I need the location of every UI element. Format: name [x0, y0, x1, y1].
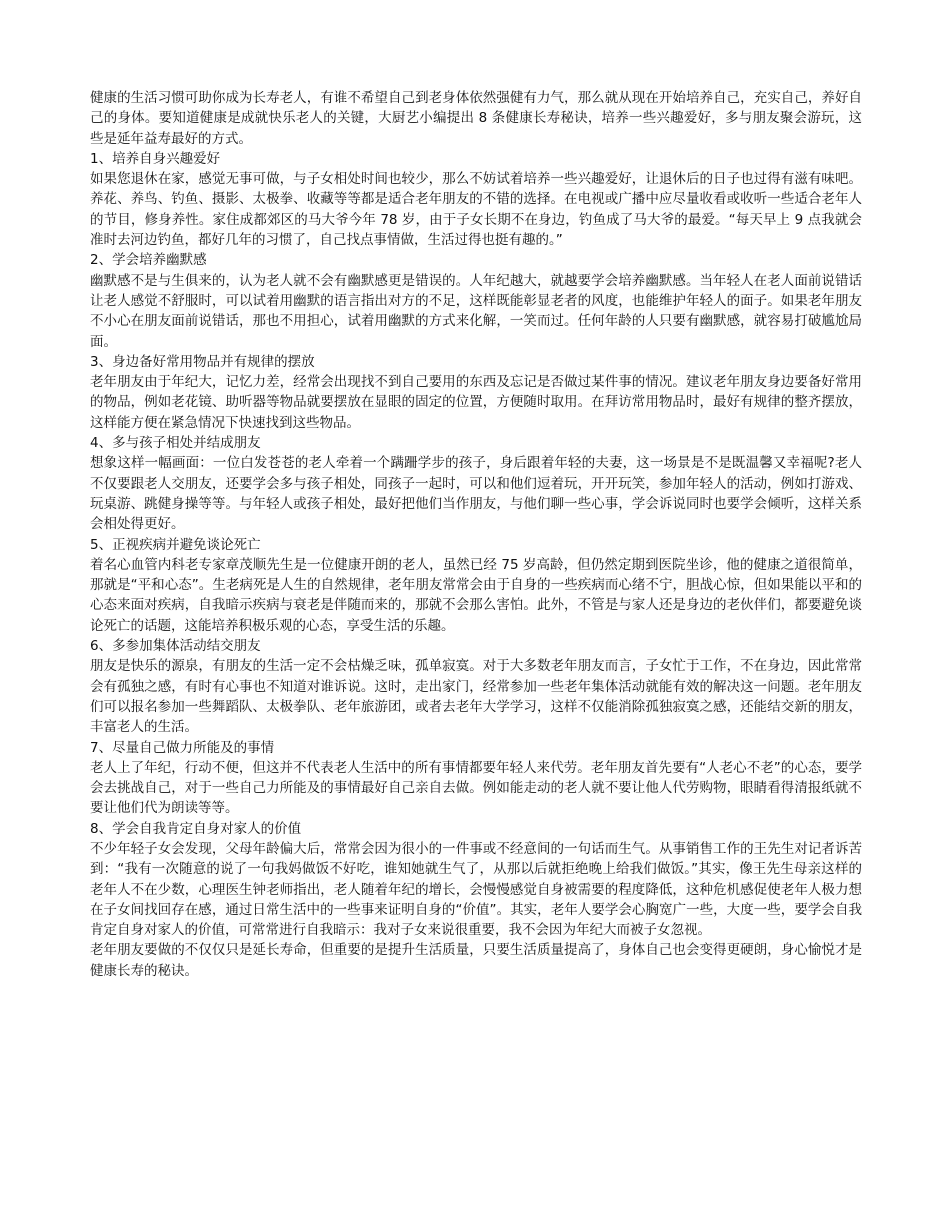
section-5-body: 着名心血管内科老专家章茂顺先生是一位健康开朗的老人，虽然已经 75 岁高龄，但仍然定期到医院坐诊，他的健康之道很简单，那就是“平和心态”。生老病死是人生的自然规律，老年朋友常常会由于自身的一些疾病而心绪不宁，胆战心惊，但如果能以平和的心态来面对疾病，自我暗示疾病与衰老是伴随而来的，那就不会那么害怕。此外，不管是与家人还是身边的老伙伴们，都要避免谈论死亡的话题，这能培养积极乐观的心态，享受生活的乐趣。	[90, 556, 862, 634]
section-8-body: 不少年轻子女会发现，父母年龄偏大后，常常会因为很小的一件事或不经意间的一句话而生气。从事销售工作的王先生对记者诉苦到：“我有一次随意的说了一句我妈做饭不好吃，谁知她就生气了，从那以后就拒绝晚上给我们做饭。”其实，像王先生母亲这样的老年人不在少数，心理医生钟老师指出，老人随着年纪的增长，会慢慢感觉自身被需要的程度降低，这种危机感促使老年人极力想在子女间找回存在感，通过日常生活中的一些事来证明自身的“价值”。其实，老年人要学会心胸宽广一些，大度一些，要学会自我肯定自身对家人的价值，可常常进行自我暗示：我对子女来说很重要，我不会因为年纪大而被子女忽视。	[90, 840, 862, 939]
article-body	[90, 88, 862, 981]
section-1-body: 如果您退休在家，感觉无事可做，与子女相处时间也较少，那么不妨试着培养一些兴趣爱好，让退休后的日子也过得有滋有味吧。养花、养鸟、钓鱼、摄影、太极拳、收藏等等都是适合老年朋友的不错的选择。在电视或广播中应尽量收看或收听一些适合老年人的节目，修身养性。家住成都郊区的马大爷今年 78 岁，由于子女长期不在身边，钓鱼成了马大爷的最爱。“每天早上 9 点我就会准时去河边钓鱼，都好几年的习惯了，自己找点事情做，生活过得也挺有趣的。”	[90, 171, 862, 249]
section-4-heading: 4、多与孩子相处并结成朋友	[90, 435, 261, 452]
section-2-body: 幽默感不是与生俱来的，认为老人就不会有幽默感更是错误的。人年纪越大，就越要学会培养幽默感。当年轻人在老人面前说错话让老人感觉不舒服时，可以试着用幽默的语言指出对方的不足，这样既能彰显老者的风度，也能维护年轻人的面子。如果老年朋友不小心在朋友面前说错话，那也不用担心，试着用幽默的方式来化解，一笑而过。任何年龄的人只要有幽默感，就容易打破尴尬局面。	[90, 272, 862, 350]
section-6-body: 朋友是快乐的源泉，有朋友的生活一定不会枯燥乏味，孤单寂寞。对于大多数老年朋友而言，子女忙于工作，不在身边，因此常常会有孤独之感，有时有心事也不知道对谁诉说。这时，走出家门，经常参加一些老年集体活动就能有效的解决这一问题。老年朋友们可以报名参加一些舞蹈队、太极拳队、老年旅游团，或者去老年大学学习，这样不仅能消除孤独寂寞之感，还能结交新的朋友，丰富老人的生活。	[90, 658, 862, 736]
section-6-heading: 6、多参加集体活动结交朋友	[90, 638, 261, 655]
section-3-heading: 3、身边备好常用物品并有规律的摆放	[90, 353, 315, 370]
conclusion-paragraph: 老年朋友要做的不仅仅只是延长寿命，但重要的是提升生活质量，只要生活质量提高了，身体自己也会变得更硬朗，身心愉悦才是健康长寿的秘诀。	[90, 942, 862, 979]
section-8-heading: 8、学会自我肯定自身对家人的价值	[90, 820, 302, 837]
section-1-heading: 1、培养自身兴趣爱好	[90, 150, 221, 167]
section-2-heading: 2、学会培养幽默感	[90, 252, 207, 269]
section-4-body: 想象这样一幅画面：一位白发苍苍的老人牵着一个蹒跚学步的孩子，身后跟着年轻的夫妻，这一场景是不是既温馨又幸福呢?老人不仅要跟老人交朋友，还要学会多与孩子相处，同孩子一起时，可以和他们逗着玩，开开玩笑，参加年轻人的活动，例如打游戏、玩桌游、跳健身操等等。与年轻人或孩子相处，最好把他们当作朋友，与他们聊一些心事，学会诉说同时也要学会倾听，这样关系会相处得更好。	[90, 455, 862, 533]
section-3-body: 老年朋友由于年纪大，记忆力差，经常会出现找不到自己要用的东西及忘记是否做过某件事的情况。建议老年朋友身边要备好常用的物品，例如老花镜、助听器等物品就要摆放在显眼的固定的位置，方便随时取用。在拜访常用物品时，最好有规律的整齐摆放，这样能方便在紧急情况下快速找到这些物品。	[90, 374, 862, 431]
section-7-body: 老人上了年纪，行动不便，但这并不代表老人生活中的所有事情都要年轻人来代劳。老年朋友首先要有“人老心不老”的心态，要学会去挑战自己，对于一些自己力所能及的事情最好自己亲自去做。例如能走动的老人就不要让他人代劳购物，眼睛看得清报纸就不要让他们代为朗读等等。	[90, 759, 862, 817]
section-7-heading: 7、尽量自己做力所能及的事情	[90, 739, 275, 756]
section-5-heading: 5、正视疾病并避免谈论死亡	[90, 536, 261, 553]
intro-paragraph: 健康的生活习惯可助你成为长寿老人，有谁不希望自己到老身体依然强健有力气，那么就从现在开始培养自己，充实自己，养好自己的身体。要知道健康是成就快乐老人的关键，大厨艺小编提出 8 条健康长寿秘诀，培养一些兴趣爱好，多与朋友聚会游玩，这些是延年益寿最好的方式。	[90, 90, 862, 147]
